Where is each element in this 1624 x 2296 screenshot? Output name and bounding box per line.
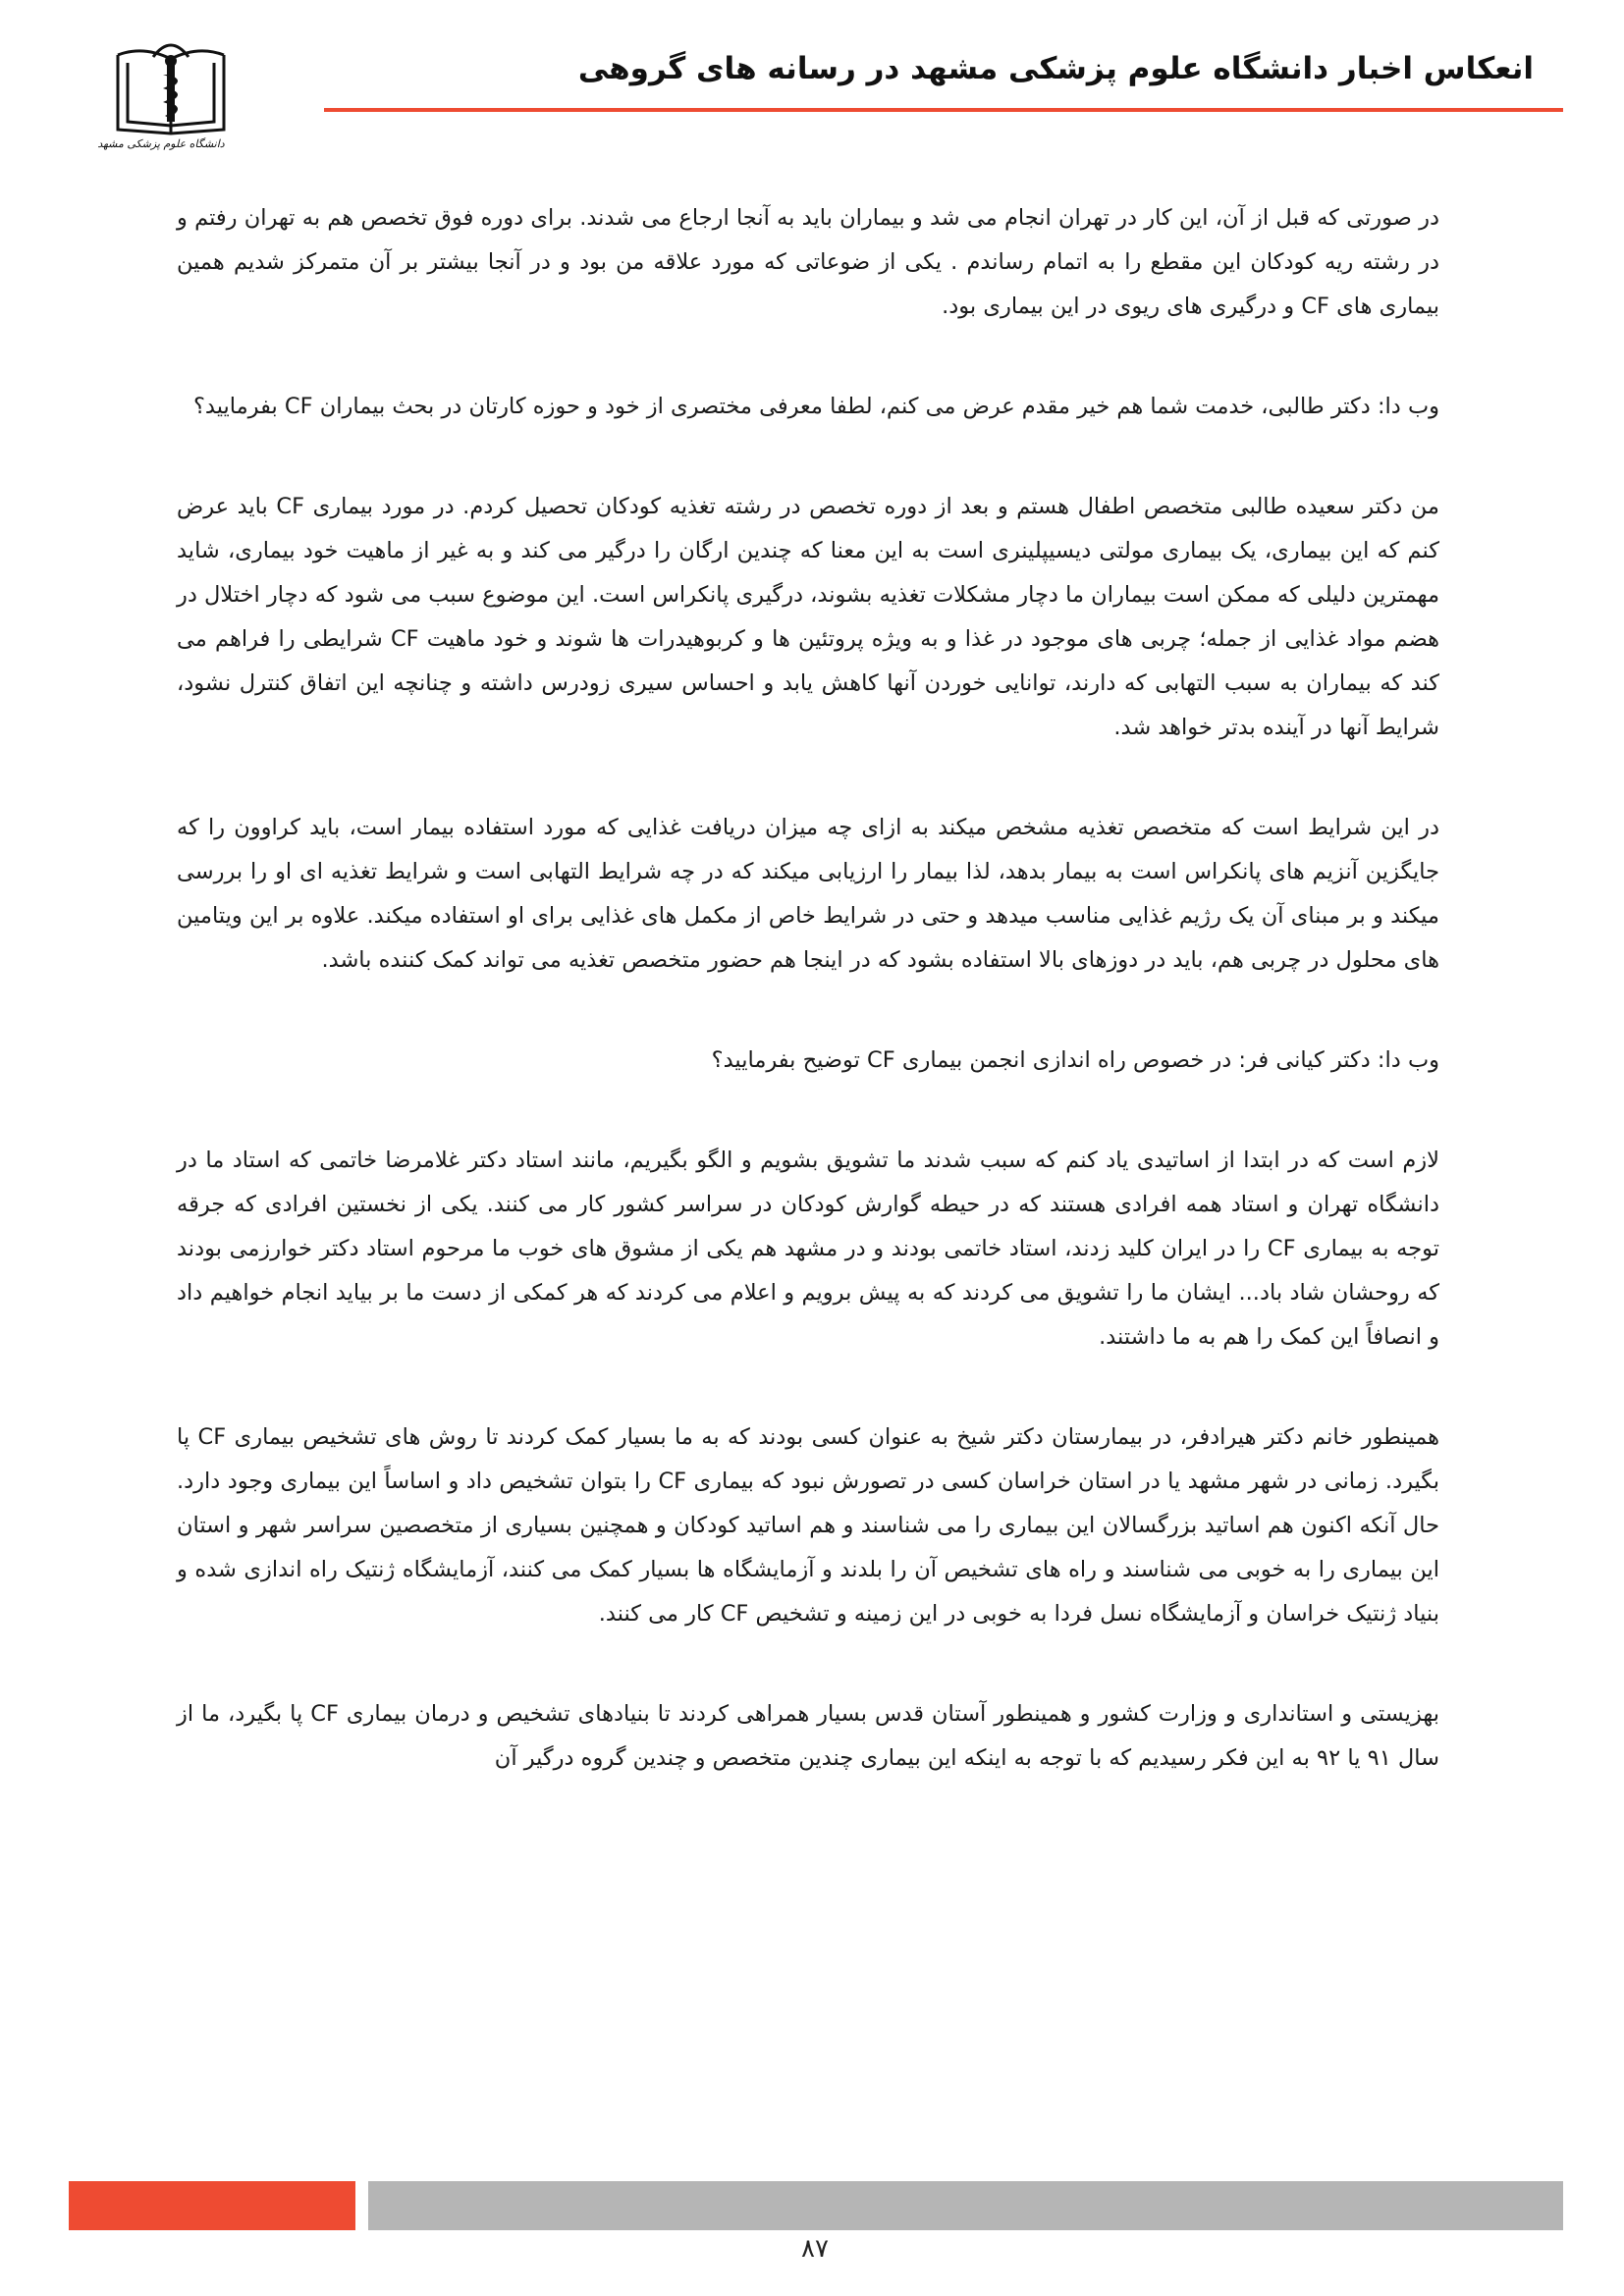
paragraph: وب دا: دکتر کیانی فر: در خصوص راه اندازی انجمن بیماری CF توضیح بفرمایید؟ — [711, 1047, 1439, 1073]
paragraph: من دکتر سعیده طالبی متخصص اطفال هستم و بعد از دوره تخصص در رشته تغذیه کودکان تحصیل کردم. در مورد بیماری CF باید عرض کنم که این بیماری، یک بیماری مولتی دیسیپلینری است به این معنا که چندین ارگان را درگیر می کند و به غیر از ماهیت خود بیماری، شاید مهمترین دلیلی که ممکن است بیماران ما دچار مشکلات تغذیه بشوند، درگیری پانکراس است. این موضوع سبب می شود که دچار اختلال در هضم مواد غذایی از جمله؛ چربی های موجود در غذا و به ویژه پروتئین ها و کربوهیدرات ها شوند و خود ماهیت CF شرایطی را فراهم می کند که بیماران به سبب التهابی که دارند، توانایی خوردن آنها کاهش یابد و احساس سیری زودرس داشته و چنانچه این اتفاق کنترل نشود، شرایط آنها در آینده بدتر خواهد شد. — [177, 494, 1439, 740]
paragraph: در صورتی که قبل از آن، این کار در تهران انجام می شد و بیماران باید به آنجا ارجاع می شدند. برای دوره فوق تخصص هم به تهران رفتم و در رشته ریه کودکان این مقطع را به اتمام رساندم . یکی از ضوعاتی که مورد علاقه من بود و در آنجا بیشتر بر آن متمرکز شدیم همین بیماری های CF و درگیری های ریوی در این بیماری بود. — [177, 205, 1439, 319]
paragraph: بهزیستی و استانداری و وزارت کشور و همینطور آستان قدس بسیار همراهی کردند تا بنیادهای تشخیص و درمان بیماری CF پا بگیرد، ما از سال ۹۱ یا ۹۲ به این فکر رسیدیم که با توجه به اینکه این بیماری چندین متخصص و چندین گروه درگیر آن — [177, 1701, 1439, 1771]
paragraph: در این شرایط است که متخصص تغذیه مشخص میکند به ازای چه میزان دریافت غذایی که مورد استفاده بیمار است، باید کراوون را که جایگزین آنزیم های پانکراس است به بیمار بدهد، لذا بیمار را ارزیابی میکند که در چه شرایط التهابی است و شرایط تغذیه ای او را بررسی میکند و بر مبنای آن یک رژیم غذایی مناسب میدهد و حتی در شرایط خاص از مکمل های غذایی برای او استفاده میکند. علاوه بر این ویتامین های محلول در چربی هم، باید در دوزهای بالا استفاده بشود که در اینجا هم حضور متخصص تغذیه می تواند کمک کننده باشد. — [177, 815, 1439, 973]
page-header-title: انعکاس اخبار دانشگاه علوم پزشکی مشهد در رسانه های گروهی — [577, 51, 1534, 86]
paragraph: لازم است که در ابتدا از اساتیدی یاد کنم که سبب شدند ما تشویق بشویم و الگو بگیریم، مانند استاد دکتر غلامرضا خاتمی که استاد ما در دانشگاه تهران و استاد همه افرادی هستند که در حیطه گوارش کودکان در سراسر کشور کار می کنند. یکی از نخستین افرادی که جرقه توجه به بیماری CF را در ایران کلید زدند، استاد خاتمی بودند و در مشهد هم یکی از مشوق های خوب ما مرحوم استاد دکتر خوارزمی بودند که روحشان شاد باد... ایشان ما را تشویق می کردند که به پیش برویم و اعلام می کردند که هر کمکی از دست ما بر بیاید انجام خواهیم داد و انصافاً این کمک را هم به ما داشتند. — [177, 1148, 1439, 1350]
logo-caption: دانشگاه علوم پزشکی مشهد — [97, 137, 225, 150]
page-number: ۸۷ — [801, 2234, 829, 2264]
university-seal-logo-icon — [97, 35, 240, 173]
footer-bar — [368, 2181, 1563, 2230]
paragraph: وب دا: دکتر طالبی، خدمت شما هم خیر مقدم عرض می کنم، لطفا معرفی مختصری از خود و حوزه کارتان در بحث بیماران CF بفرمایید؟ — [192, 394, 1439, 419]
article-body — [177, 196, 1439, 1837]
footer-accent-bar — [69, 2181, 355, 2230]
header-divider — [324, 108, 1563, 112]
paragraph: همینطور خانم دکتر هیرادفر، در بیمارستان دکتر شیخ به عنوان کسی بودند که به ما بسیار کمک کردند تا روش های تشخیص بیماری CF پا بگیرد. زمانی در شهر مشهد یا در استان خراسان کسی در تصورش نبود که بیماری CF را بتوان تشخیص داد و اساساً این بیماری وجود دارد. حال آنکه اکنون هم اساتید بزرگسالان این بیماری را می شناسند و هم اساتید کودکان و همچنین بسیاری از متخصصین سراسر شهر و استان این بیماری را به خوبی می شناسند و راه های تشخیص آن را بلدند و آزمایشگاه ها بسیار کمک می کنند، آزمایشگاه ژنتیک راه اندازی شده و بنیاد ژنتیک خراسان و آزمایشگاه نسل فردا به خوبی در این زمینه و تشخیص CF کار می کنند. — [177, 1424, 1439, 1627]
